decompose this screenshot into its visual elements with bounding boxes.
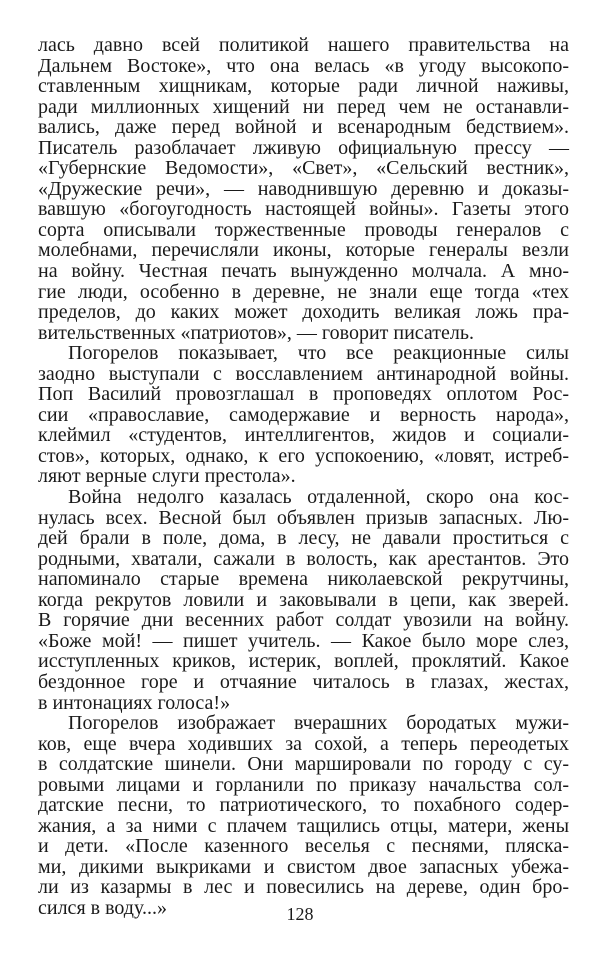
text-line: сился в воду...»	[38, 896, 167, 919]
text-line: на войну. Честная печать вынужденно молчала. А мно-	[38, 260, 569, 283]
paragraph	[38, 487, 569, 713]
text-line: Поп Василий провозглашал в проповедях оплотом Рос-	[38, 383, 569, 406]
text-line: сорта описывали торжественные проводы генералов с	[38, 218, 569, 241]
text-line: клеймил «студентов, интеллигентов, жидов и социали-	[38, 424, 569, 447]
text-line: жания, а за ними с плачем тащились отцы, матери, жены	[38, 814, 569, 837]
text-line: сии «православие, самодержавие и верность народа»,	[38, 403, 569, 426]
text-line: стов», которых, однако, к его успокоению, «ловят, истреб-	[38, 444, 569, 467]
text-line: напоминало старые времена николаевской рекрутчины,	[38, 568, 569, 591]
text-line: вавшую «богоугодность настоящей войны». Газеты этого	[38, 198, 569, 221]
text-line: и дети. «После казенного веселья с песнями, пляска-	[38, 835, 569, 858]
text-line: вительственных «патриотов», — говорит писатель.	[38, 321, 474, 344]
page-body	[38, 35, 569, 919]
text-line: ради миллионных хищений ни перед чем не останавли-	[38, 95, 569, 118]
text-line: молебнами, перечисляли иконы, которые генералы везли	[38, 239, 569, 262]
text-line: когда рекрутов ловили и заковывали в цепи, как зверей.	[38, 588, 569, 611]
text-line: родными, хватали, сажали в волость, как арестантов. Это	[38, 547, 569, 570]
paragraph	[38, 343, 569, 487]
text-line: исступленных криков, истерик, воплей, проклятий. Какое	[38, 650, 569, 673]
text-line: «Боже мой! — пишет учитель. — Какое было море слез,	[38, 629, 569, 652]
text-line: в интонациях голоса!»	[38, 691, 231, 714]
text-line: нулась всех. Весной был объявлен призыв запасных. Лю-	[38, 506, 569, 529]
text-line: вались, даже перед войной и всенародным бедствием».	[38, 116, 569, 139]
text-line: в солдатские шинели. Они маршировали по городу с су-	[38, 753, 569, 776]
text-line: ли из казармы в лес и повесились на дереве, один бро-	[38, 876, 569, 899]
text-line: Дальнем Востоке», что она велась «в угоду высокопо-	[38, 54, 569, 77]
text-line: бездонное горе и отчаяние читалось в глазах, жестах,	[38, 670, 569, 693]
text-line: заодно выступали с восславлением антинародной войны.	[38, 362, 569, 385]
text-line: лась давно всей политикой нашего правительства на	[38, 34, 569, 56]
text-line: ков, еще вчера ходивших за сохой, а теперь переодетых	[38, 732, 569, 755]
text-line: Война недолго казалась отдаленной, скоро она кос-	[68, 486, 569, 509]
text-line: ми, дикими выкриками и свистом двое запасных убежа-	[38, 855, 569, 878]
text-line: ляют верные слуги престола».	[38, 465, 296, 488]
text-line: датские песни, то патриотического, то похабного содер-	[38, 794, 569, 817]
page-number: 128	[286, 904, 314, 924]
text-line: Погорелов показывает, что все реакционные силы	[68, 342, 569, 365]
paragraph	[38, 35, 569, 343]
paragraph	[38, 713, 569, 918]
text-line: ставленным хищникам, которые ради личной наживы,	[38, 75, 569, 98]
text-line: дей брали в поле, дома, в лесу, не давали проститься с	[38, 527, 569, 550]
text-line: Погорелов изображает вчерашних бородатых мужи-	[68, 712, 569, 735]
text-line: пределов, до каких может доходить великая ложь пра-	[38, 301, 569, 324]
text-line: Писатель разоблачает лживую официальную прессу —	[38, 136, 569, 159]
text-line: ровыми лицами и горланили по приказу начальства сол-	[38, 773, 569, 796]
text-line: гие люди, особенно в деревне, не знали еще тогда «тех	[38, 280, 569, 303]
text-line: В горячие дни весенних работ солдат увозили на войну.	[38, 609, 569, 632]
text-line: «Дружеские речи», — наводнившую деревню и доказы-	[38, 177, 569, 200]
text-line: «Губернские Ведомости», «Свет», «Сельский вестник»,	[38, 157, 569, 180]
